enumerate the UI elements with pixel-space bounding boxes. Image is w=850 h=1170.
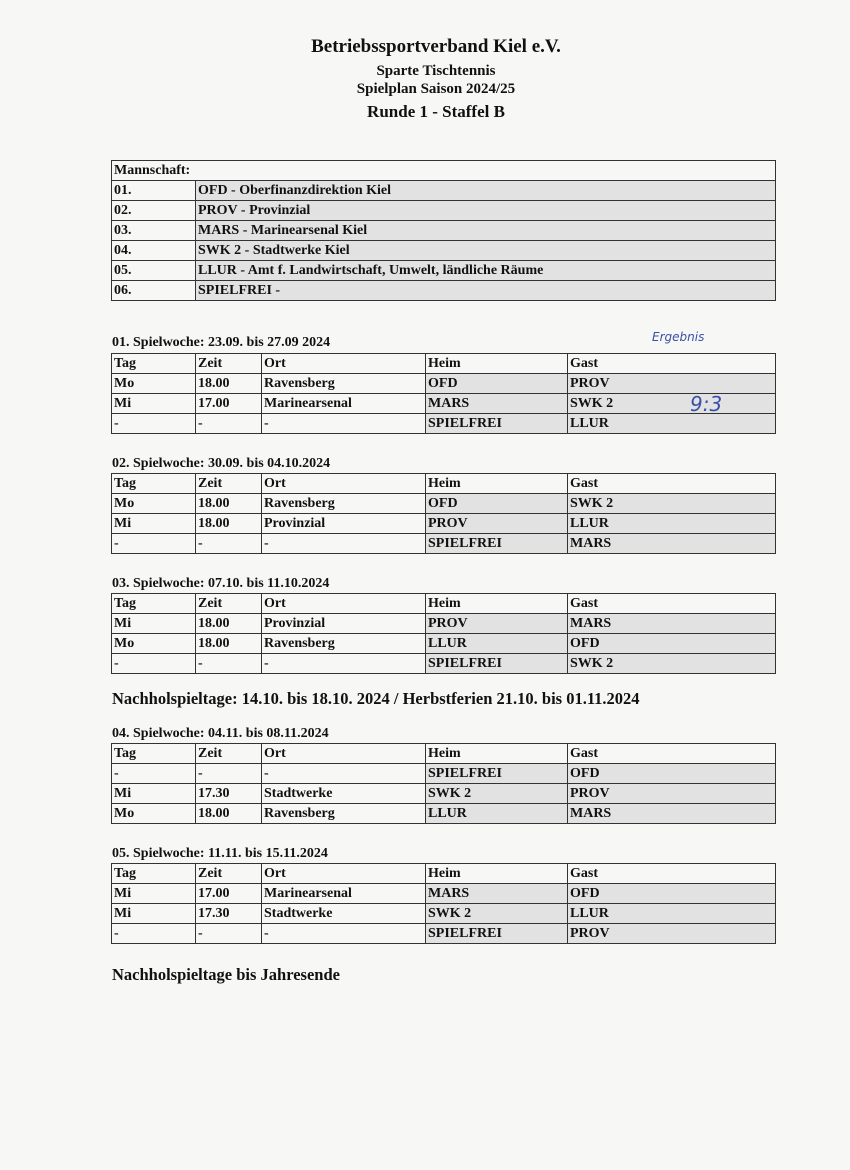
cell-tag: - — [112, 764, 196, 784]
table-row — [112, 804, 776, 824]
cell-tag: Mo — [112, 374, 196, 394]
week-schedule-table — [111, 863, 776, 944]
cell-gast: LLUR — [568, 514, 776, 534]
team-row — [112, 241, 776, 261]
column-header-gast: Gast — [568, 744, 776, 764]
cell-zeit: 18.00 — [196, 514, 262, 534]
cell-heim: OFD — [426, 374, 568, 394]
cell-ort: - — [262, 924, 426, 944]
cell-gast: PROV — [568, 924, 776, 944]
team-name: LLUR - Amt f. Landwirtschaft, Umwelt, ländliche Räume — [196, 261, 776, 281]
cell-ort: Provinzial — [262, 614, 426, 634]
column-header-gast: Gast — [568, 474, 776, 494]
cell-heim: SWK 2 — [426, 784, 568, 804]
table-row — [112, 394, 776, 414]
cell-zeit: - — [196, 924, 262, 944]
cell-heim: PROV — [426, 514, 568, 534]
column-header-gast: Gast — [568, 594, 776, 614]
cell-tag: - — [112, 924, 196, 944]
table-header-row — [112, 474, 776, 494]
table-row — [112, 924, 776, 944]
column-header-tag: Tag — [112, 744, 196, 764]
handwritten-result-score: 9:3 — [690, 392, 723, 416]
cell-ort: Ravensberg — [262, 374, 426, 394]
cell-heim: LLUR — [426, 634, 568, 654]
team-name: SWK 2 - Stadtwerke Kiel — [196, 241, 776, 261]
table-row — [112, 414, 776, 434]
week-title: 03. Spielwoche: 07.10. bis 11.10.2024 — [112, 576, 330, 591]
cell-heim: LLUR — [426, 804, 568, 824]
team-name: SPIELFREI - — [196, 281, 776, 301]
cell-ort: Provinzial — [262, 514, 426, 534]
column-header-zeit: Zeit — [196, 864, 262, 884]
cell-zeit: 17.00 — [196, 394, 262, 414]
teams-heading-row — [112, 161, 776, 181]
cell-gast: PROV — [568, 784, 776, 804]
table-row — [112, 374, 776, 394]
team-number: 03. — [112, 221, 196, 241]
column-header-zeit: Zeit — [196, 594, 262, 614]
table-row — [112, 514, 776, 534]
column-header-tag: Tag — [112, 594, 196, 614]
column-header-heim: Heim — [426, 594, 568, 614]
team-number: 05. — [112, 261, 196, 281]
association-title: Betriebssportverband Kiel e.V. — [311, 36, 561, 57]
cell-heim: SPIELFREI — [426, 924, 568, 944]
cell-zeit: 17.30 — [196, 784, 262, 804]
table-header-row — [112, 594, 776, 614]
column-header-zeit: Zeit — [196, 354, 262, 374]
division-subtitle: Sparte Tischtennis — [376, 63, 496, 79]
cell-tag: Mi — [112, 884, 196, 904]
cell-ort: Ravensberg — [262, 494, 426, 514]
table-row — [112, 654, 776, 674]
cell-ort: Marinearsenal — [262, 394, 426, 414]
cell-gast: OFD — [568, 634, 776, 654]
cell-heim: PROV — [426, 614, 568, 634]
cell-tag: Mo — [112, 494, 196, 514]
cell-tag: Mi — [112, 614, 196, 634]
cell-heim: SWK 2 — [426, 904, 568, 924]
table-header-row — [112, 744, 776, 764]
teams-heading: Mannschaft: — [112, 161, 776, 181]
column-header-ort: Ort — [262, 594, 426, 614]
team-number: 06. — [112, 281, 196, 301]
cell-gast: MARS — [568, 614, 776, 634]
cell-ort: - — [262, 654, 426, 674]
week-schedule-table — [111, 743, 776, 824]
cell-ort: Marinearsenal — [262, 884, 426, 904]
cell-zeit: 17.30 — [196, 904, 262, 924]
cell-gast: SWK 2 — [568, 494, 776, 514]
column-header-zeit: Zeit — [196, 474, 262, 494]
table-row — [112, 534, 776, 554]
week-schedule-table — [111, 353, 776, 434]
week-title: 04. Spielwoche: 04.11. bis 08.11.2024 — [112, 726, 329, 741]
week-schedule-table — [111, 593, 776, 674]
team-number: 02. — [112, 201, 196, 221]
cell-ort: Ravensberg — [262, 804, 426, 824]
cell-ort: Stadtwerke — [262, 904, 426, 924]
column-header-heim: Heim — [426, 744, 568, 764]
table-row — [112, 614, 776, 634]
teams-table — [111, 160, 776, 301]
cell-tag: - — [112, 414, 196, 434]
cell-tag: - — [112, 654, 196, 674]
cell-zeit: 18.00 — [196, 614, 262, 634]
column-header-tag: Tag — [112, 474, 196, 494]
column-header-ort: Ort — [262, 864, 426, 884]
team-name: MARS - Marinearsenal Kiel — [196, 221, 776, 241]
cell-gast: MARS — [568, 804, 776, 824]
table-row — [112, 784, 776, 804]
table-header-row — [112, 864, 776, 884]
cell-zeit: 18.00 — [196, 374, 262, 394]
team-number: 01. — [112, 181, 196, 201]
week-schedule-table — [111, 473, 776, 554]
cell-zeit: 18.00 — [196, 634, 262, 654]
cell-zeit: - — [196, 534, 262, 554]
cell-gast: LLUR — [568, 904, 776, 924]
cell-ort: - — [262, 414, 426, 434]
cell-heim: SPIELFREI — [426, 534, 568, 554]
column-header-ort: Ort — [262, 744, 426, 764]
team-row — [112, 221, 776, 241]
table-row — [112, 764, 776, 784]
cell-gast: LLUR — [568, 414, 776, 434]
cell-heim: MARS — [426, 884, 568, 904]
week-title: 05. Spielwoche: 11.11. bis 15.11.2024 — [112, 846, 328, 861]
cell-gast: OFD — [568, 764, 776, 784]
cell-gast: PROV — [568, 374, 776, 394]
cell-tag: - — [112, 534, 196, 554]
round-title: Runde 1 - Staffel B — [367, 102, 505, 121]
table-row — [112, 904, 776, 924]
cell-gast: SWK 2 — [568, 654, 776, 674]
column-header-tag: Tag — [112, 354, 196, 374]
column-header-heim: Heim — [426, 864, 568, 884]
table-row — [112, 634, 776, 654]
season-subtitle: Spielplan Saison 2024/25 — [356, 81, 516, 97]
column-header-tag: Tag — [112, 864, 196, 884]
team-name: OFD - Oberfinanzdirektion Kiel — [196, 181, 776, 201]
team-row — [112, 261, 776, 281]
cell-tag: Mo — [112, 804, 196, 824]
handwritten-result-label: Ergebnis — [652, 330, 705, 344]
team-number: 04. — [112, 241, 196, 261]
column-header-ort: Ort — [262, 474, 426, 494]
column-header-zeit: Zeit — [196, 744, 262, 764]
column-header-heim: Heim — [426, 474, 568, 494]
cell-gast: MARS — [568, 534, 776, 554]
table-row — [112, 884, 776, 904]
cell-heim: OFD — [426, 494, 568, 514]
cell-tag: Mi — [112, 904, 196, 924]
team-row — [112, 281, 776, 301]
column-header-gast: Gast — [568, 864, 776, 884]
cell-zeit: 18.00 — [196, 804, 262, 824]
makeup-notice-autumn: Nachholspieltage: 14.10. bis 18.10. 2024 / Herbstferien 21.10. bis 01.11.2024 — [112, 689, 640, 708]
cell-ort: - — [262, 534, 426, 554]
cell-heim: SPIELFREI — [426, 654, 568, 674]
cell-heim: SPIELFREI — [426, 414, 568, 434]
cell-zeit: - — [196, 654, 262, 674]
cell-zeit: - — [196, 414, 262, 434]
cell-zeit: - — [196, 764, 262, 784]
cell-ort: - — [262, 764, 426, 784]
cell-tag: Mi — [112, 514, 196, 534]
table-header-row — [112, 354, 776, 374]
cell-heim: SPIELFREI — [426, 764, 568, 784]
column-header-heim: Heim — [426, 354, 568, 374]
column-header-gast: Gast — [568, 354, 776, 374]
cell-zeit: 18.00 — [196, 494, 262, 514]
column-header-ort: Ort — [262, 354, 426, 374]
week-title: 02. Spielwoche: 30.09. bis 04.10.2024 — [112, 456, 331, 471]
week-title: 01. Spielwoche: 23.09. bis 27.09 2024 — [112, 335, 331, 350]
cell-zeit: 17.00 — [196, 884, 262, 904]
table-row — [112, 494, 776, 514]
cell-heim: MARS — [426, 394, 568, 414]
cell-gast: SWK 2 — [568, 394, 776, 414]
team-row — [112, 201, 776, 221]
document-header — [0, 36, 850, 122]
cell-tag: Mi — [112, 394, 196, 414]
makeup-notice-year-end: Nachholspieltage bis Jahresende — [112, 965, 340, 984]
cell-ort: Ravensberg — [262, 634, 426, 654]
team-row — [112, 181, 776, 201]
cell-ort: Stadtwerke — [262, 784, 426, 804]
cell-tag: Mo — [112, 634, 196, 654]
cell-tag: Mi — [112, 784, 196, 804]
team-name: PROV - Provinzial — [196, 201, 776, 221]
cell-gast: OFD — [568, 884, 776, 904]
